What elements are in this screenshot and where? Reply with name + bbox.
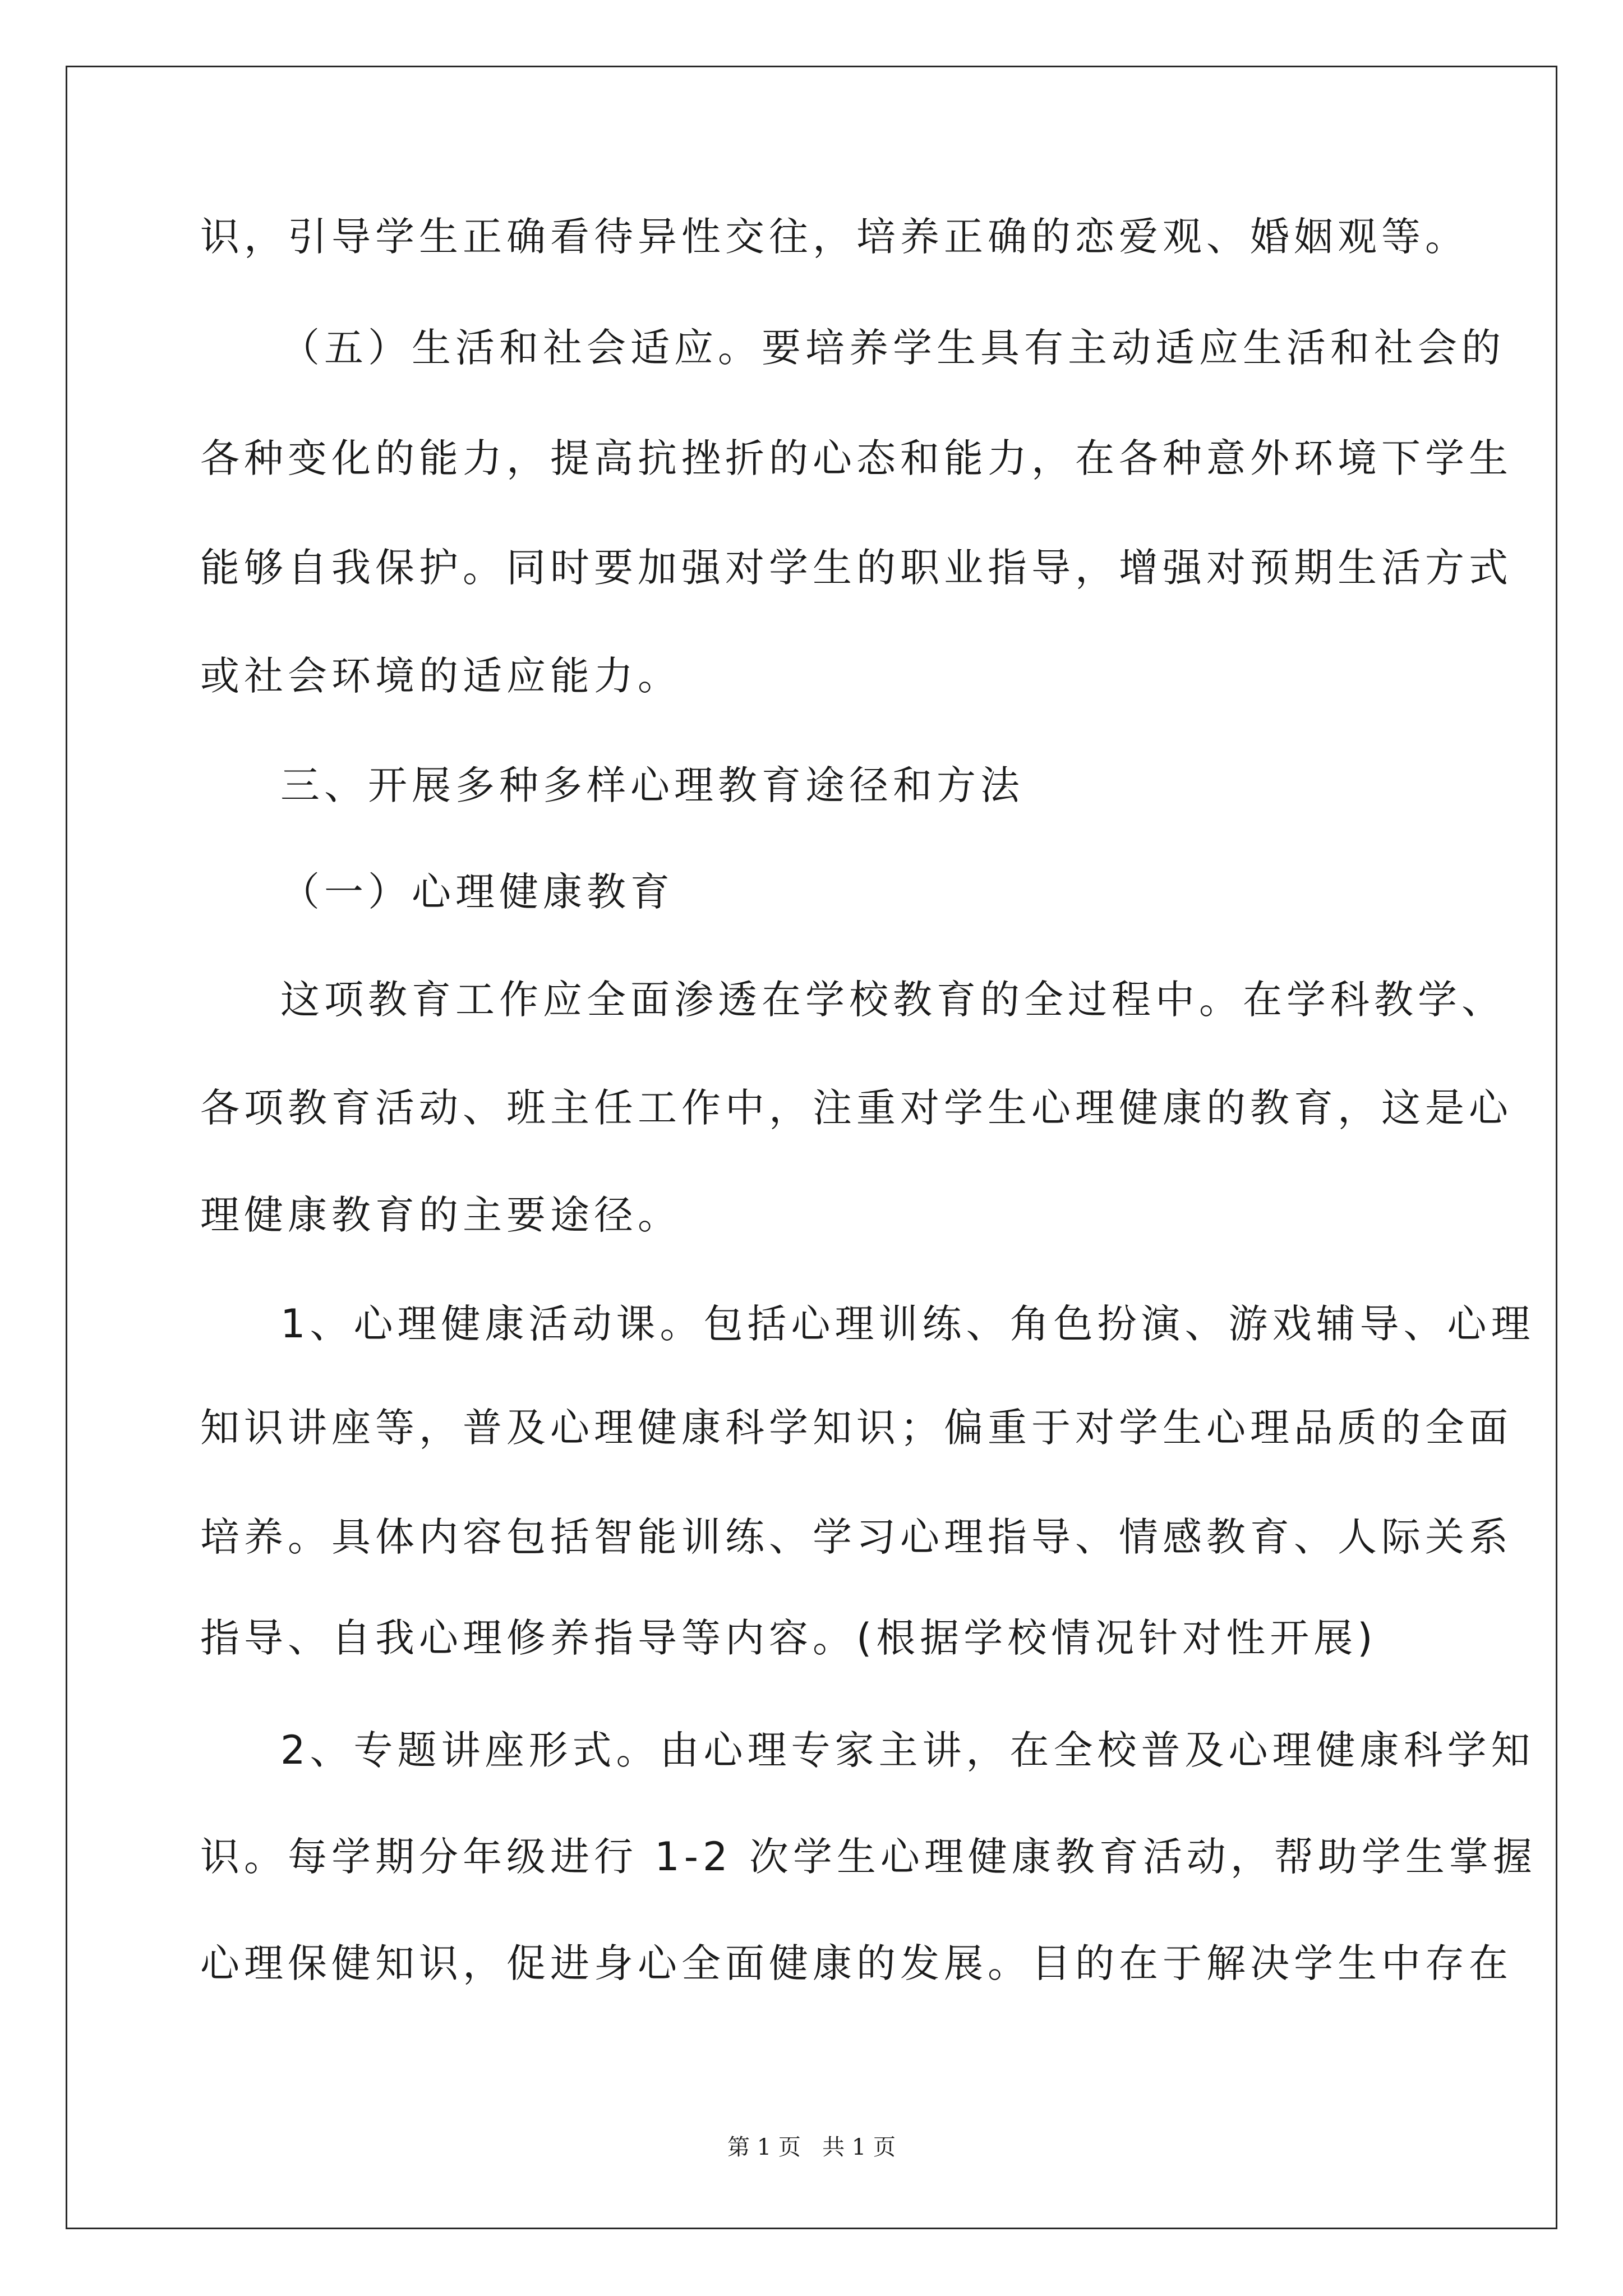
body-text-line: 培养。具体内容包括智能训练、学习心理指导、情感教育、人际关系 — [200, 1514, 1513, 1560]
body-text-line: 这项教育工作应全面渗透在学校教育的全过程中。在学科教学、 — [280, 977, 1505, 1023]
body-text-line: 1、心理健康活动课。包括心理训练、角色扮演、游戏辅导、心理 — [280, 1301, 1535, 1347]
body-text-line: 识，引导学生正确看待异性交往，培养正确的恋爱观、婚姻观等。 — [200, 214, 1469, 260]
body-text-line: 2、专题讲座形式。由心理专家主讲，在全校普及心理健康科学知 — [280, 1727, 1535, 1773]
body-text-line: 理健康教育的主要途径。 — [200, 1192, 681, 1238]
subsection-heading: （一）心理健康教育 — [280, 869, 674, 915]
body-text-line: 各种变化的能力，提高抗挫折的心态和能力，在各种意外环境下学生 — [200, 435, 1513, 481]
body-text-line: 知识讲座等，普及心理健康科学知识；偏重于对学生心理品质的全面 — [200, 1405, 1513, 1451]
body-text-line: 各项教育活动、班主任工作中，注重对学生心理健康的教育，这是心 — [200, 1085, 1513, 1131]
section-heading: 三、开展多种多样心理教育途径和方法 — [280, 762, 1024, 808]
body-text-line: 指导、自我心理修养指导等内容。(根据学校情况针对性开展) — [200, 1615, 1377, 1661]
body-text-line: 或社会环境的适应能力。 — [200, 653, 681, 699]
page-border — [66, 66, 1557, 2229]
body-text-line: 能够自我保护。同时要加强对学生的职业指导，增强对预期生活方式 — [200, 545, 1513, 591]
body-text-line: 识。每学期分年级进行 1-2 次学生心理健康教育活动，帮助学生掌握 — [200, 1834, 1537, 1880]
body-text-line: （五）生活和社会适应。要培养学生具有主动适应生活和社会的 — [280, 325, 1505, 371]
page-number-footer: 第 1 页 共 1 页 — [727, 2134, 896, 2160]
body-text-line: 心理保健知识，促进身心全面健康的发展。目的在于解决学生中存在 — [200, 1940, 1513, 1986]
